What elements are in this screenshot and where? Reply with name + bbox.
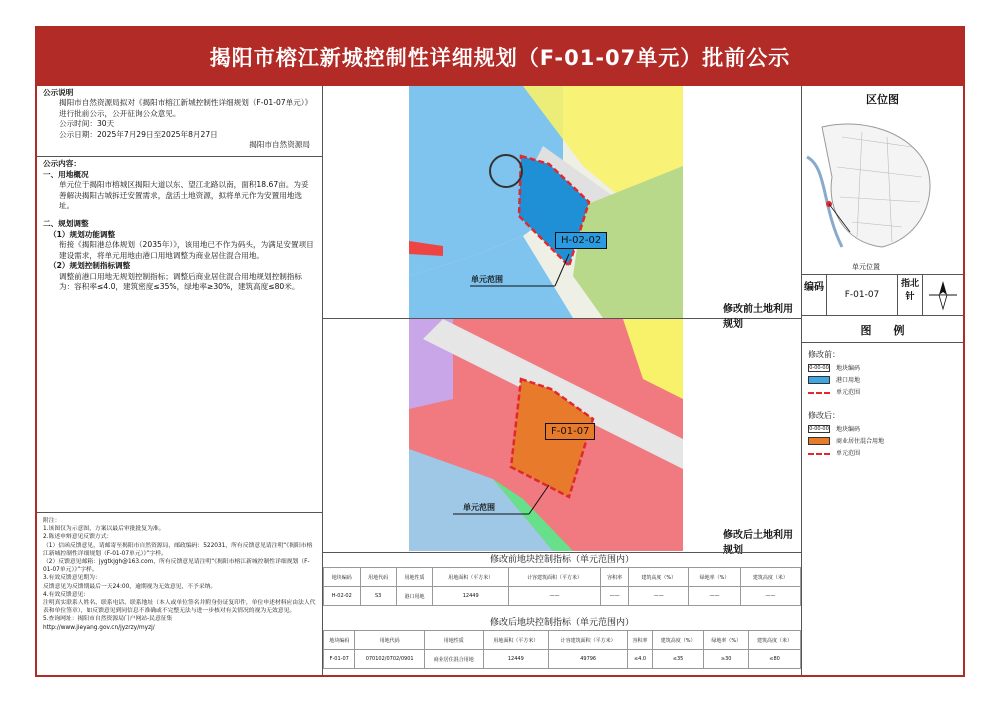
table-before [323,567,801,606]
table-cell: 商业居住混合用地 [424,650,483,669]
table-cell: F-01-07 [324,650,355,669]
section-2-2-title: （2）规划控制指标调整 [49,261,131,271]
table-cell: —— [689,587,741,606]
note-line: 反馈意见为反馈期最后一天24:00，逾期视为无效意见，不予采纳。 [43,583,217,590]
table-header-cell: 用地代码 [360,568,396,587]
legend-before-label: 修改前： [808,350,840,359]
legend-dash-swatch [808,392,830,394]
map-before [323,86,801,318]
code-box [802,274,963,316]
location-map [802,107,962,257]
notes-heading: 附注： [43,518,61,524]
note-line: （1）信函反馈意见，请邮寄至揭阳市自然资源局，邮政编码：522031，所有反馈意见请注明“《揭阳市榕江新城控制性详细规划（F-01-07单元）》”字样。 [43,542,313,557]
legend-item [808,387,963,396]
parcel-code-before: H-02-02 [555,232,607,249]
note-line: 2.陈述申辩意见反馈方式： [43,534,113,541]
legend-fill-swatch [808,376,830,384]
table-header-cell: 容积率 [600,568,628,587]
legend-item-label: 地块编码 [836,426,861,433]
table-cell: S3 [360,587,396,606]
note-line: （2）反馈意见邮箱：jygtkjgh@163.com，所有反馈意见请注明“《揭阳市榕江新城控制性详细规划（F-01-07单元）》”字样。 [43,559,310,574]
table-after [323,630,801,669]
legend-item-label: 单元范围 [836,450,861,457]
legend-after-label: 修改后： [808,411,840,420]
section-2-1-text: 衔接《揭阳港总体规划（2035年）》，该用地已不作为码头，为满足安置项目建设需求，将单元用地由港口用地调整为商业居住混合用地。 [59,240,314,260]
section-2-2-text: 调整前港口用地无规划控制指标；调整后商业居住混合用地规划控制指标为：容积率≤4.0，建筑密度≤35%，绿地率≥30%，建筑高度≤80米。 [59,271,302,291]
table-header-cell: 用地性质 [424,631,483,650]
table-cell: —— [509,587,601,606]
legend-item [808,448,963,457]
table-header-cell: 容积率 [628,631,653,650]
legend-heading: 图 例 [860,324,905,337]
north-label: 指北针 [898,275,923,315]
legend-code-swatch: 0-00-00 [809,364,829,371]
legend-code-swatch: 0-00-00 [809,425,829,432]
notice-period: 公示时间：30天 [59,119,115,129]
legend-fill-swatch [808,437,830,445]
poster-frame [35,26,965,677]
legend-item-label: 地块编码 [836,365,861,372]
section-2-title: 二、规划调整 [43,219,89,229]
table-row [324,650,801,669]
note-line: http://www.jieyang.gov.cn/jyzrzy/myzj/ [43,624,155,631]
legend-item [808,375,963,384]
section-2-1-title: （1）规划功能调整 [49,229,116,239]
table-header-cell: 用地面积（平方米） [483,631,549,650]
note-line: 3.有效反馈意见期为： [43,575,101,582]
legend-item-label: 商业居住混合用地 [836,438,885,445]
boundary-label-after: 单元范围 [463,503,495,512]
table-cell: H-02-02 [324,587,361,606]
location-heading: 区位图 [866,93,899,106]
table-cell: ≤4.0 [628,650,653,669]
table-cell: ≥30 [704,650,749,669]
legend-item [808,436,963,445]
left-text-panel [37,86,323,675]
legend-item-label: 单元范围 [836,389,861,396]
table-header-cell: 计容建筑面积（平方米） [509,568,601,587]
table-cell: ≤80 [749,650,801,669]
boundary-label-before: 单元范围 [471,275,503,284]
table-header-row [324,631,801,650]
north-arrow-icon [923,275,963,313]
parcel-code-after: F-01-07 [545,423,595,440]
table-header-cell: 绿地率（%） [704,631,749,650]
table-cell: —— [600,587,628,606]
caption-before: 修改前土地利用规划 [723,304,793,330]
table-cell: ≤35 [652,650,704,669]
table-header-cell: 建筑高度（%） [652,631,704,650]
legend-item [808,424,963,433]
map-after-panel [323,319,801,556]
notes-panel [37,512,322,636]
note-line: 4.有效反馈意见： [43,591,90,598]
table-cell: 港口用地 [396,587,432,606]
content-heading: 公示内容： [43,159,81,169]
page-title: 揭阳市榕江新城控制性详细规划（F-01-07单元）批前公示 [37,28,963,86]
table-header-row [324,568,801,587]
note-line: 1.该图仅为示意图，方案以最后审批批复为准。 [43,526,165,533]
location-label: 单元位置 [852,263,880,271]
table-after-title: 修改后地块控制指标（单元范围内） [489,618,634,628]
notice-dates: 公示日期：2025年7月29日至2025年8月27日 [59,129,218,139]
table-header-cell: 建筑高度（%） [629,568,689,587]
section-1-title: 一、用地概况 [43,169,89,179]
table-header-cell: 建筑高度（米） [740,568,800,587]
code-label: 编码 [802,275,827,315]
notice-heading: 公示说明 [43,88,74,97]
table-cell: 12449 [433,587,509,606]
table-header-cell: 地块编码 [324,568,361,587]
section-1-text: 单元位于揭阳市榕城区揭阳大道以东、望江北路以南，面积18.67亩。为妥善解决揭阳古城拆迁安置需求，盘活土地资源，拟将单元作为安置用地选址。 [59,180,309,211]
table-cell: 12449 [483,650,549,669]
legend-item [808,363,963,372]
table-header-cell: 地块编码 [324,631,355,650]
table-row [324,587,801,606]
notice-intro: 揭阳市自然资源局拟对《揭阳市榕江新城控制性详细规划（F-01-07单元）》进行批前公示，公开征询公众意见。 [59,98,313,118]
note-line: 注明真实联系人姓名、联系电话、联系地址（本人或单位签名并附身份证复印件，单位申述材料应由法人代表和单位签章），如反馈意见到同信息不准确或不完整无法与进一步核对有关情况的视为无效意见。 [43,600,316,615]
table-header-cell: 绿地率（%） [689,568,741,587]
table-header-cell: 用地面积（平方米） [433,568,509,587]
table-cell: —— [629,587,689,606]
table-cell: 49796 [549,650,628,669]
table-header-cell: 用地代码 [355,631,424,650]
legend-dash-swatch [808,453,830,455]
indicator-tables [323,552,801,669]
table-cell: 070102/0702/0901 [355,650,424,669]
table-cell: —— [740,587,800,606]
table-header-cell: 建筑高度（米） [749,631,801,650]
code-value: F-01-07 [827,275,898,315]
note-line: 5.查询网址：揭阳市自然资源局门户网站-民意征集 [43,616,173,623]
legend [802,342,963,457]
legend-item-label: 港口用地 [836,377,861,384]
notice-issuer: 揭阳市自然资源局 [249,140,310,150]
table-before-title: 修改前地块控制指标（单元范围内） [323,552,801,567]
table-header-cell: 用地性质 [396,568,432,587]
map-before-panel [323,86,801,330]
caption-after: 修改后土地利用规划 [723,530,793,556]
table-header-cell: 计容建筑面积（平方米） [549,631,628,650]
right-panel [801,86,963,675]
